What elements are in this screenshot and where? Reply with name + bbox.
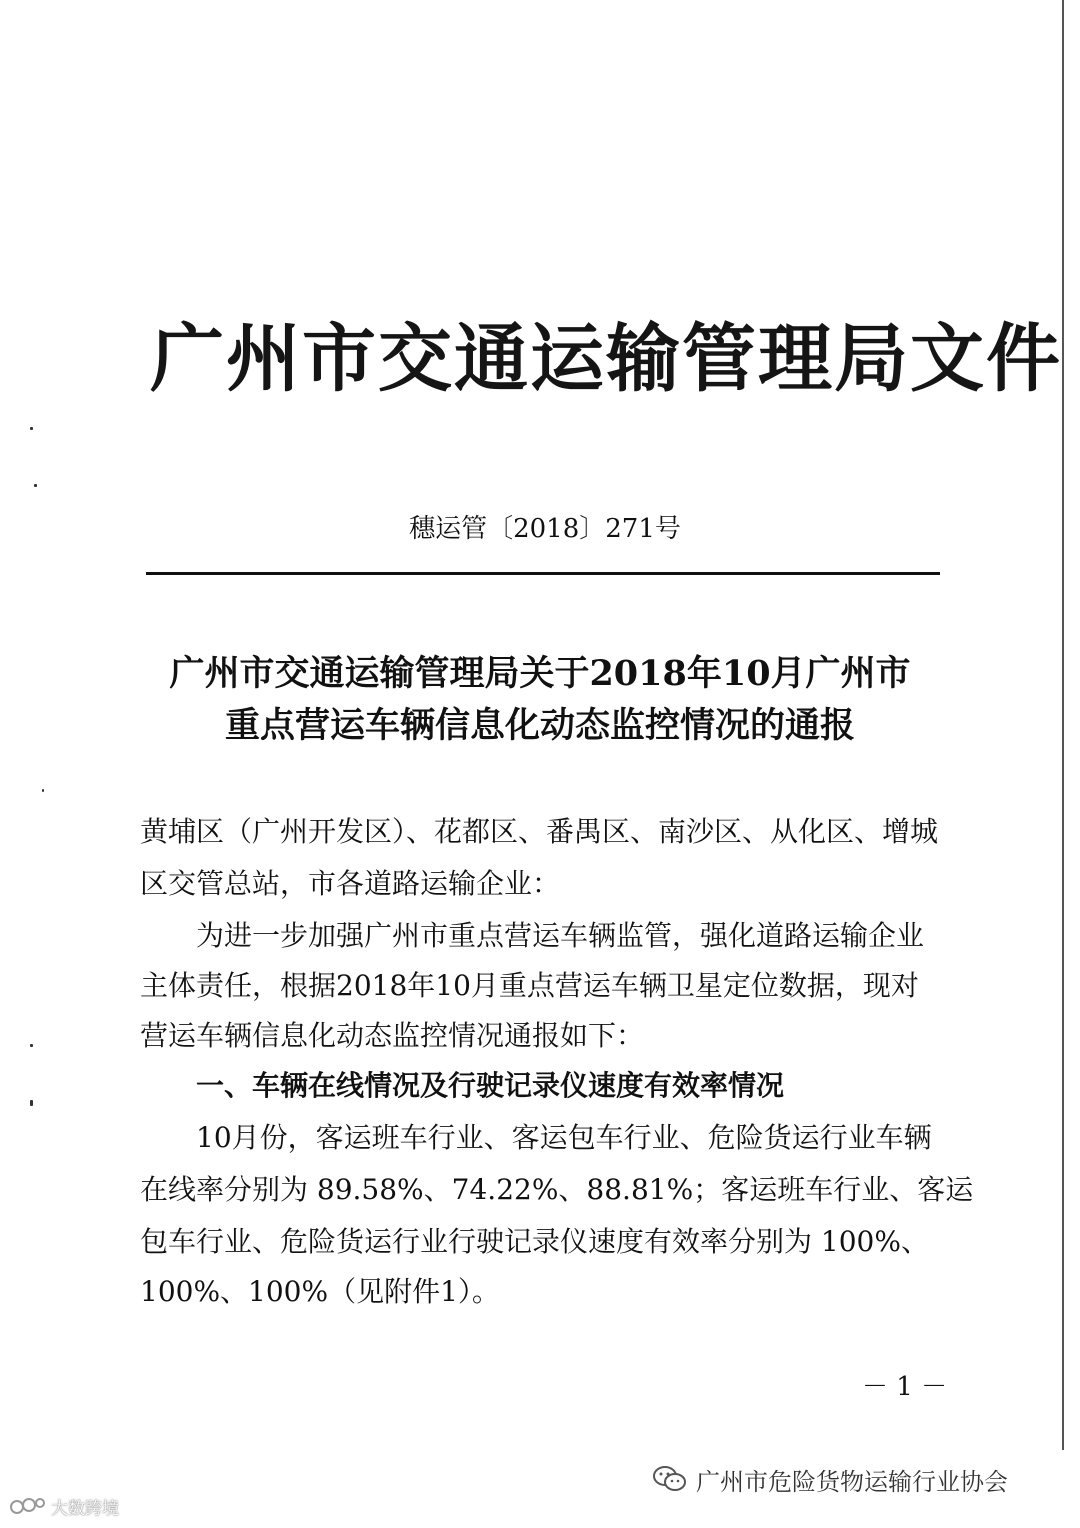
body-line: 为进一步加强广州市重点营运车辆监管，强化道路运输企业: [140, 919, 925, 952]
left-watermark-text: 大数跨境: [51, 1498, 119, 1519]
scan-speck: [30, 427, 33, 430]
document-title: [130, 648, 950, 752]
wechat-icon: [652, 1464, 688, 1494]
body-line: 100%、100%（见附件1）。: [140, 1275, 500, 1308]
issuer-header: 广州市交通运输管理局文件: [150, 316, 1062, 402]
weibo-icon: [10, 1496, 46, 1516]
scan-speck: [42, 789, 44, 792]
body-line: 包车行业、危险货运行业行驶记录仪速度有效率分别为 100%、: [140, 1225, 929, 1258]
body-line: 主体责任，根据2018年10月重点营运车辆卫星定位数据，现对: [140, 969, 919, 1002]
scan-speck: [30, 1100, 33, 1106]
left-watermark: [10, 1494, 119, 1518]
body-line: 营运车辆信息化动态监控情况通报如下：: [140, 1019, 645, 1052]
document-number: 穗运管〔2018〕271号: [409, 514, 681, 544]
page-number: － 1 －: [862, 1372, 948, 1402]
body-line: 黄埔区（广州开发区）、花都区、番禺区、南沙区、从化区、增城: [140, 815, 939, 848]
section-heading: 一、车辆在线情况及行驶记录仪速度有效率情况: [140, 1069, 785, 1102]
body-line: 区交管总站，市各道路运输企业：: [140, 867, 561, 900]
title-line: 重点营运车辆信息化动态监控情况的通报: [224, 705, 855, 746]
scan-speck: [34, 484, 37, 487]
header-divider: [146, 572, 940, 575]
body-line: 10月份，客运班车行业、客运包车行业、危险货运行业车辆: [140, 1121, 932, 1154]
title-line: 广州市交通运输管理局关于2018年10月广州市: [169, 653, 911, 694]
scan-speck: [30, 1044, 33, 1047]
scan-edge-line: [1062, 0, 1064, 1450]
right-watermark: [652, 1461, 1008, 1497]
right-watermark-text: 广州市危险货物运输行业协会: [696, 1467, 1008, 1496]
body-line: 在线率分别为 89.58%、74.22%、88.81%；客运班车行业、客运: [140, 1173, 974, 1206]
